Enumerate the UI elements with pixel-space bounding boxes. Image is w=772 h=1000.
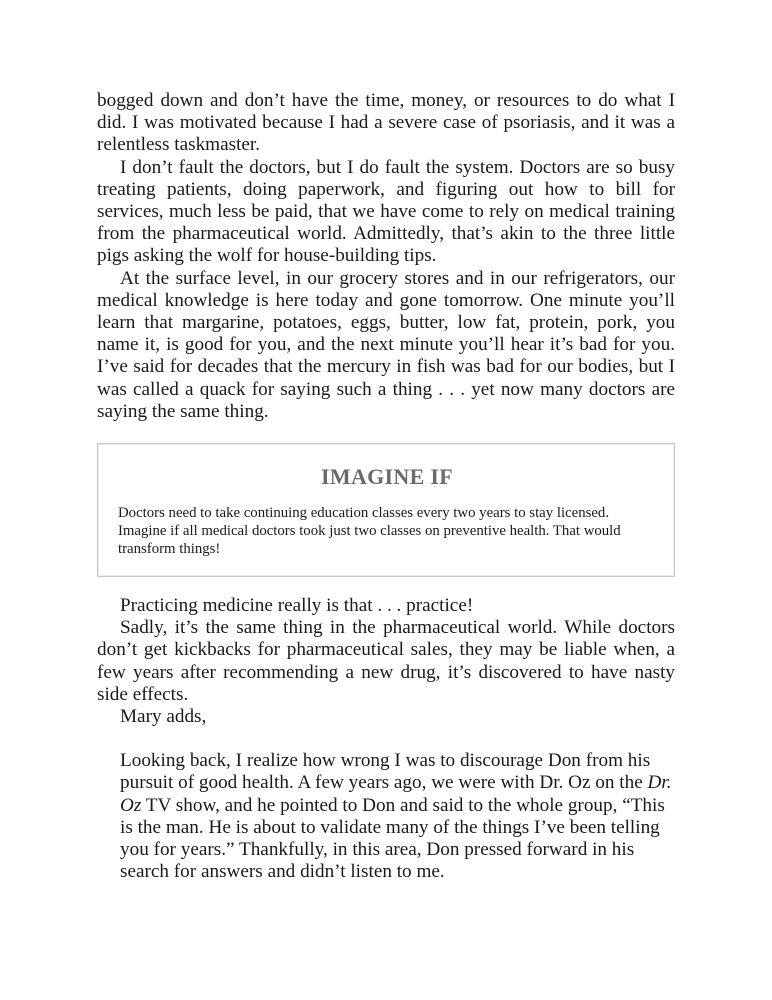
book-page bbox=[97, 90, 675, 883]
block-quote bbox=[97, 750, 675, 883]
body-paragraph: I don’t fault the doctors, but I do fault the system. Doctors are so busy treating patients, doing paperwork, and figuring out how to bill for services, much less be paid, that we have come to rely on medical training from the pharmaceutical world. Admittedly, that’s akin to the three little pigs asking the wolf for house-building tips. bbox=[97, 156, 675, 267]
callout-body: Doctors need to take continuing education classes every two years to stay licensed. Imagine if all medical doctors took just two classes on preventive health. That would transform things! bbox=[118, 505, 621, 558]
quote-paragraph bbox=[120, 750, 675, 883]
body-paragraph: Sadly, it’s the same thing in the pharmaceutical world. While doctors don’t get kickbacks for pharmaceutical sales, they may be liable when, a few years after recommending a new drug, it’s discovered to have nasty side effects. bbox=[97, 617, 675, 705]
quote-text-end: TV show, and he pointed to Don and said to the whole group, “This is the man. He is about to validate many of the things I’ve been telling you for years.” Thankfully, in this area, Don pressed forward in his search for answers and didn’t listen to me. bbox=[120, 794, 665, 883]
body-paragraph: Practicing medicine really is that . . . practice! bbox=[120, 595, 474, 617]
body-paragraph: Mary adds, bbox=[120, 706, 207, 728]
callout-title: IMAGINE IF bbox=[321, 464, 453, 490]
body-paragraph: bogged down and don’t have the time, money, or resources to do what I did. I was motivated because I had a severe case of psoriasis, and it was a relentless taskmaster. bbox=[97, 90, 675, 156]
show-title: Dr. Oz bbox=[120, 772, 672, 816]
body-paragraph: At the surface level, in our grocery stores and in our refrigerators, our medical knowledge is here today and gone tomorrow. One minute you’ll learn that margarine, potatoes, eggs, butter, low fat, protein, pork, you name it, is good for you, and the next minute you’ll hear it’s bad for you. I’ve said for decades that the mercury in fish was bad for our bodies, but I was called a quack for saying such a thing . . . yet now many doctors are saying the same thing. bbox=[97, 267, 675, 422]
quote-text-start: Looking back, I realize how wrong I was to discourage Don from his pursuit of good health. A few years ago, we were with Dr. Oz on the bbox=[120, 750, 651, 794]
imagine-if-callout-box bbox=[97, 443, 675, 577]
